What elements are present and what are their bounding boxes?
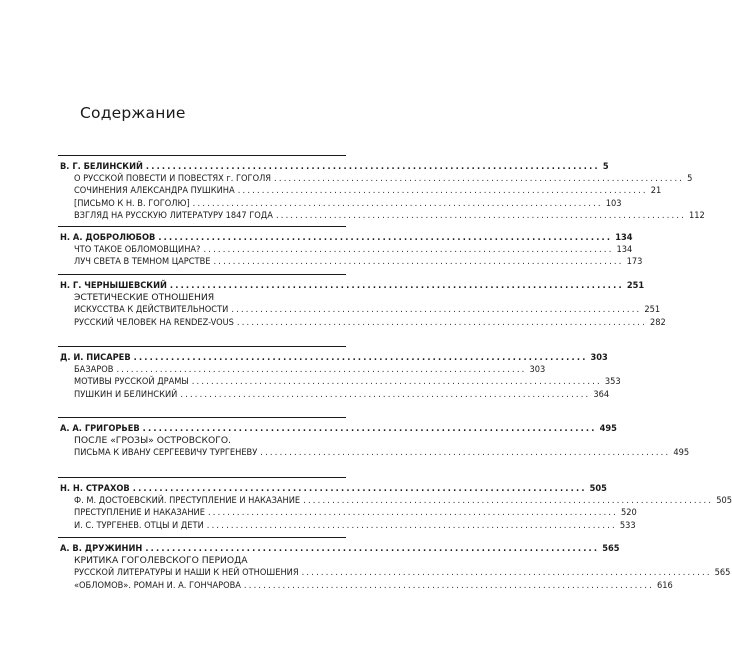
dot-leader: ..................................................................................... — [203, 244, 614, 256]
toc-work-entry — [58, 567, 731, 579]
toc-work-entry — [58, 519, 636, 532]
page-number: 173 — [626, 256, 643, 268]
toc-section-chernyshevsky — [58, 274, 666, 329]
dot-leader: ..................................................................................... — [191, 376, 602, 388]
page-number: 495 — [599, 423, 617, 434]
page-number: 565 — [602, 543, 620, 554]
dot-leader: ..................................................................................... — [192, 197, 603, 209]
toc-work-entry — [58, 376, 621, 388]
dot-leader: ..................................................................................... — [158, 232, 613, 243]
dot-leader: ..................................................................................... — [169, 280, 624, 291]
page-number: 495 — [673, 447, 690, 459]
toc-work-entry — [58, 507, 637, 519]
toc-author-entry — [58, 227, 633, 244]
work-title: ПРЕСТУПЛЕНИЕ И НАКАЗАНИЕ — [74, 507, 205, 519]
page-number: 353 — [604, 376, 621, 388]
work-title: ПИСЬМА К ИВАНУ СЕРГЕЕВИЧУ ТУРГЕНЕВУ — [74, 447, 258, 459]
author-name: Н. Г. ЧЕРНЫШЕВСКИЙ — [60, 280, 167, 291]
page-number: 303 — [590, 352, 608, 363]
dot-leader: ..................................................................................... — [303, 495, 714, 507]
work-title: О РУССКОЙ ПОВЕСТИ И ПОВЕСТЯХ г. ГОГОЛЯ — [74, 173, 272, 185]
page-number: 303 — [529, 364, 546, 376]
page-number: 103 — [605, 197, 622, 209]
dot-leader: ..................................................................................... — [237, 185, 648, 197]
dot-leader: ..................................................................................... — [180, 388, 591, 400]
toc-section-grigoriev — [58, 417, 690, 460]
toc-work-entry — [58, 304, 661, 316]
author-name: В. Г. БЕЛИНСКИЙ — [60, 161, 143, 172]
page-number: 505 — [716, 495, 732, 507]
toc-work-entry — [58, 447, 690, 459]
toc-work-entry — [58, 209, 705, 222]
work-title: РУССКОЙ ЛИТЕРАТУРЫ И НАШИ К НЕЙ ОТНОШЕНИЯ — [74, 567, 299, 579]
dot-leader: ..................................................................................... — [243, 579, 654, 591]
toc-work-entry — [58, 197, 622, 210]
work-title: Ф. М. ДОСТОЕВСКИЙ. ПРЕСТУПЛЕНИЕ И НАКАЗАНИЕ — [74, 495, 301, 507]
dot-leader: ..................................................................................... — [132, 483, 587, 494]
author-name: А. В. ДРУЖИНИН — [60, 543, 143, 554]
author-name: Н. Н. СТРАХОВ — [60, 483, 130, 494]
work-title-line: КРИТИКА ГОГОЛЕВСКОГО ПЕРИОДА — [74, 555, 248, 567]
work-title: ЧТО ТАКОЕ ОБЛОМОВЩИНА? — [74, 244, 201, 256]
page-number: 134 — [615, 232, 633, 243]
toc-work-entry — [58, 185, 662, 197]
dot-leader: ..................................................................................... — [206, 519, 617, 531]
work-title: И. С. ТУРГЕНЕВ. ОТЦЫ И ДЕТИ — [74, 519, 204, 531]
work-title-line: ЭСТЕТИЧЕСКИЕ ОТНОШЕНИЯ — [74, 292, 215, 304]
toc-work-entry — [58, 256, 643, 268]
dot-leader: ..................................................................................... — [231, 304, 642, 316]
work-title: РУССКИЙ ЧЕЛОВЕК НА RENDEZ-VOUS — [74, 316, 234, 328]
dot-leader: ..................................................................................... — [260, 447, 671, 459]
dot-leader: ..................................................................................... — [213, 256, 624, 268]
toc-work-entry — [58, 388, 610, 401]
author-name: Д. И. ПИСАРЕВ — [60, 352, 131, 363]
dot-leader: ..................................................................................... — [145, 543, 600, 554]
work-title: ЛУЧ СВЕТА В ТЕМНОМ ЦАРСТВЕ — [74, 256, 211, 268]
dot-leader: ..................................................................................... — [275, 209, 687, 221]
page-number: 251 — [644, 304, 661, 316]
toc-section-belinsky — [58, 155, 705, 222]
page-title: Содержание — [80, 104, 186, 122]
dot-leader: ..................................................................................... — [142, 423, 597, 434]
toc-author-entry — [58, 275, 645, 292]
work-title: СОЧИНЕНИЯ АЛЕКСАНДРА ПУШКИНА — [74, 185, 235, 197]
dot-leader: ..................................................................................... — [116, 364, 527, 376]
work-title: БАЗАРОВ — [74, 364, 114, 376]
toc-section-dobrolyubov — [58, 226, 643, 269]
page-number: 282 — [649, 316, 666, 328]
page-number: 5 — [602, 161, 609, 172]
page-number: 565 — [714, 567, 731, 579]
work-title: ВЗГЛЯД НА РУССКУЮ ЛИТЕРАТУРУ 1847 ГОДА — [74, 209, 273, 221]
page-number: 364 — [593, 388, 610, 400]
page-number: 505 — [589, 483, 607, 494]
author-name: А. А. ГРИГОРЬЕВ — [60, 423, 140, 434]
toc-section-druzhinin — [58, 537, 731, 592]
toc-section-strakhov — [58, 477, 732, 532]
page-number: 520 — [621, 507, 637, 519]
toc-work-entry — [58, 244, 633, 256]
page-number: 21 — [650, 185, 662, 197]
toc-work-entry — [58, 173, 693, 185]
dot-leader: ..................................................................................... — [133, 352, 588, 363]
toc-author-entry — [58, 156, 609, 173]
toc-work-entry — [58, 495, 732, 507]
page-number: 616 — [657, 579, 673, 591]
page-number: 5 — [687, 173, 693, 185]
work-title: МОТИВЫ РУССКОЙ ДРАМЫ — [74, 376, 189, 388]
page-number: 533 — [619, 519, 636, 531]
work-title: ИСКУССТВА К ДЕЙСТВИТЕЛЬНОСТИ — [74, 304, 229, 316]
work-title-line: ПОСЛЕ «ГРОЗЫ» ОСТРОВСКОГО. — [74, 435, 231, 447]
toc-work-entry — [58, 364, 546, 376]
toc-work-entry — [58, 316, 666, 329]
author-name: Н. А. ДОБРОЛЮБОВ — [60, 232, 156, 243]
toc-author-entry — [58, 538, 620, 555]
dot-leader: ..................................................................................... — [207, 507, 619, 519]
toc-author-entry — [58, 418, 617, 435]
toc-work-entry — [58, 579, 673, 592]
page-number: 251 — [626, 280, 645, 291]
toc-section-pisarev — [58, 346, 621, 401]
page-number: 112 — [689, 209, 705, 221]
dot-leader: ..................................................................................... — [145, 161, 600, 172]
toc-author-entry — [58, 347, 608, 364]
dot-leader: ..................................................................................... — [274, 173, 685, 185]
work-title: ПУШКИН И БЕЛИНСКИЙ — [74, 388, 178, 400]
dot-leader: ..................................................................................... — [301, 567, 712, 579]
work-title: «ОБЛОМОВ». РОМАН И. А. ГОНЧАРОВА — [74, 579, 241, 591]
work-title: [ПИСЬМО К Н. В. ГОГОЛЮ] — [74, 197, 190, 209]
toc-author-entry — [58, 478, 607, 495]
page-number: 134 — [616, 244, 633, 256]
dot-leader: ..................................................................................... — [236, 316, 647, 328]
